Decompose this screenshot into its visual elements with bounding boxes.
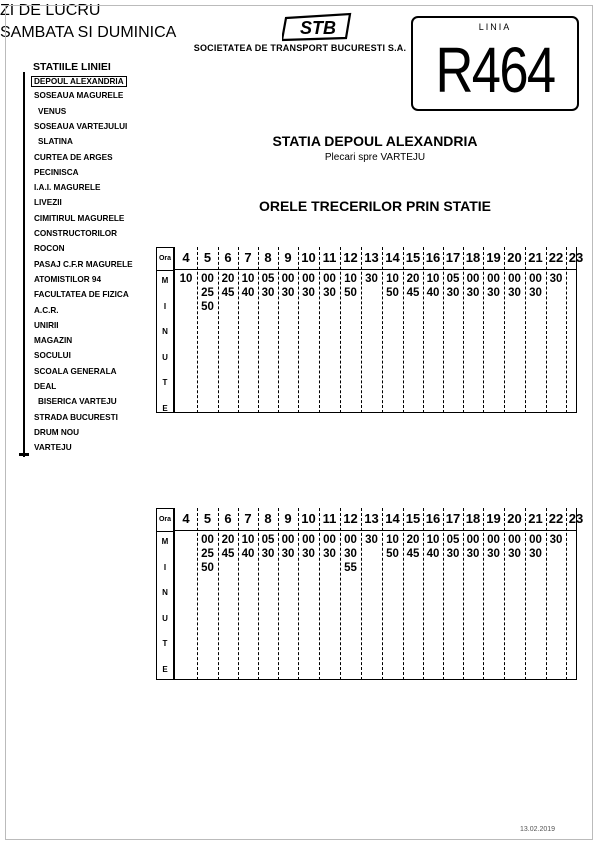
- route-line: [23, 72, 25, 457]
- minutes-11: [319, 533, 340, 561]
- hour-9: 9: [284, 250, 292, 265]
- minute-value: 10: [344, 273, 357, 285]
- minutes-5: [197, 533, 218, 575]
- minutes-10: [298, 272, 319, 300]
- hour-20: 20: [507, 511, 522, 526]
- column-divider: [566, 508, 567, 680]
- minute-value: 50: [344, 287, 357, 299]
- hour-5: 5: [203, 511, 212, 526]
- minutes-7: [238, 272, 258, 300]
- station-14: [34, 290, 129, 299]
- minutes-17: [443, 272, 463, 300]
- minute-value: 00: [487, 534, 500, 546]
- station-10: [34, 229, 117, 238]
- hour-4: 4: [182, 511, 190, 526]
- station-2: [38, 107, 66, 116]
- hour-row-divider: [175, 530, 576, 531]
- station-13: [34, 275, 101, 284]
- minutes-8: [258, 533, 278, 561]
- minutes-5: [197, 272, 218, 314]
- station-name: PECINISCA: [34, 167, 79, 177]
- station-18: [34, 351, 71, 360]
- minute-value: 30: [281, 548, 295, 560]
- hour-12: 12: [343, 511, 358, 526]
- hour-6: 6: [224, 250, 232, 265]
- minute-value: 00: [201, 273, 214, 285]
- minute-value: 00: [508, 534, 521, 546]
- ora-label: Ora: [157, 248, 173, 271]
- hour-13: 13: [364, 511, 379, 526]
- minutes-14: [382, 272, 403, 300]
- minute-value: 10: [241, 534, 255, 546]
- station-17: [34, 336, 72, 345]
- minutes-13: [361, 272, 382, 286]
- minute-value: 00: [201, 534, 214, 546]
- minutes-21: [525, 272, 546, 300]
- weekday-grid: [174, 247, 584, 413]
- minute-value: 00: [344, 534, 357, 546]
- stb-logo: [282, 12, 356, 42]
- station-name: SOSEAUA MAGURELE: [34, 91, 124, 101]
- station-name: FACULTATEA DE FIZICA: [34, 290, 129, 300]
- hour-5: 5: [203, 250, 212, 265]
- minute-value: 40: [241, 548, 255, 560]
- hour-17: 17: [445, 250, 461, 265]
- minute-value: 30: [323, 287, 336, 299]
- hour-11: 11: [322, 250, 337, 265]
- minute-value: 20: [406, 534, 420, 546]
- minute-value: 00: [466, 534, 480, 546]
- minute-value: 10: [386, 534, 399, 546]
- minute-value: 45: [406, 548, 420, 560]
- company-name: SOCIETATEA DE TRANSPORT BUCURESTI S.A.: [193, 43, 407, 53]
- column-divider: [566, 247, 567, 413]
- hour-12: 12: [343, 250, 358, 265]
- minute-letter: T: [162, 639, 168, 648]
- minute-value: 30: [261, 548, 275, 560]
- station-name: A.C.R.: [34, 305, 59, 315]
- minute-value: 20: [221, 534, 235, 546]
- minutes-22: [546, 533, 566, 547]
- station-22: [34, 413, 118, 422]
- line-box: [411, 16, 579, 111]
- station-name: DEAL: [34, 382, 57, 391]
- minutes-18: [463, 272, 483, 300]
- station-5: [34, 153, 113, 162]
- hour-13: 13: [364, 250, 379, 265]
- station-16: [34, 321, 59, 330]
- minute-value: 45: [221, 548, 235, 560]
- minute-value: 30: [487, 287, 500, 299]
- weekend-header: SAMBATA SI DUMINICA: [0, 24, 177, 41]
- minutes-11: [319, 272, 340, 300]
- minute-value: 05: [261, 534, 275, 546]
- minutes-9: [278, 272, 298, 300]
- minute-value: 00: [302, 273, 315, 285]
- minute-value: 50: [386, 287, 399, 299]
- minutes-4: [175, 272, 197, 286]
- minute-value: 20: [406, 273, 420, 285]
- minutes-12: [340, 533, 361, 575]
- hour-row-divider: [175, 269, 576, 270]
- minute-value: 40: [426, 287, 440, 299]
- hour-10: 10: [301, 511, 316, 526]
- hour-9: 9: [284, 511, 292, 526]
- minute-value: 30: [487, 548, 500, 560]
- minutes-15: [403, 533, 423, 561]
- minutes-18: [463, 533, 483, 561]
- hour-4: 4: [182, 250, 190, 265]
- line-label: LINIA: [478, 22, 512, 32]
- weekend-ora-column: [156, 508, 174, 680]
- hour-10: 10: [301, 250, 316, 265]
- station-name: SOSEAUA VARTEJULUI: [34, 121, 128, 131]
- minute-value: 30: [529, 548, 542, 560]
- minute-value: 50: [201, 301, 214, 313]
- minute-value: 55: [344, 562, 357, 574]
- minutes-19: [483, 272, 504, 300]
- minute-value: 00: [466, 273, 480, 285]
- minute-value: 00: [323, 534, 336, 546]
- minute-value: 30: [466, 287, 480, 299]
- minute-value: 00: [529, 534, 542, 546]
- minute-value: 00: [529, 273, 542, 285]
- station-1: [34, 91, 123, 100]
- minute-value: 00: [487, 273, 500, 285]
- hour-16: 16: [425, 250, 441, 265]
- station-name: SOCULUI: [34, 351, 71, 361]
- minute-value: 45: [406, 287, 420, 299]
- minutes-9: [278, 533, 298, 561]
- station-23: [34, 428, 79, 437]
- station-name: ROCON: [34, 244, 65, 254]
- hour-22: 22: [548, 250, 564, 265]
- minute-value: 40: [241, 287, 255, 299]
- hour-7: 7: [244, 511, 252, 526]
- minutes-15: [403, 272, 423, 300]
- minute-letter: U: [162, 352, 168, 362]
- minutes-7: [238, 533, 258, 561]
- hour-6: 6: [224, 511, 232, 526]
- station-name: BISERICA VARTEJU: [38, 397, 117, 407]
- minutes-12: [340, 272, 361, 300]
- minute-value: 20: [221, 273, 235, 285]
- hour-22: 22: [548, 511, 564, 526]
- minute-value: 30: [508, 287, 521, 299]
- minute-value: 25: [201, 548, 214, 560]
- weekend-grid: [174, 508, 584, 680]
- hour-14: 14: [385, 511, 400, 526]
- minutes-16: [423, 533, 443, 561]
- minute-letter: U: [162, 613, 168, 623]
- minute-value: 10: [241, 273, 255, 285]
- station-name: SCOALA GENERALA: [34, 366, 117, 376]
- svg-text:STB: STB: [300, 18, 336, 38]
- minute-value: 10: [426, 534, 440, 546]
- minute-value: 30: [261, 287, 275, 299]
- ora-label: Ora: [157, 509, 173, 532]
- minute-value: 00: [281, 273, 295, 285]
- station-20: [34, 382, 56, 391]
- minute-letter: T: [162, 378, 168, 387]
- station-21: [38, 397, 117, 406]
- minutes-20: [504, 272, 525, 300]
- hour-21: 21: [528, 250, 543, 265]
- minutes-16: [423, 272, 443, 300]
- minute-letter: M: [161, 537, 169, 546]
- minute-value: 10: [426, 273, 440, 285]
- station-7: [34, 183, 100, 192]
- minute-value: 50: [386, 548, 399, 560]
- minute-value: 30: [549, 534, 563, 546]
- minute-value: 30: [302, 548, 315, 560]
- minute-value: 30: [302, 287, 315, 299]
- minute-letter: M: [161, 276, 169, 285]
- hour-19: 19: [486, 511, 501, 526]
- minutes-8: [258, 272, 278, 300]
- minutes-19: [483, 533, 504, 561]
- minute-letter: E: [162, 403, 168, 413]
- station-15: [34, 306, 59, 315]
- hour-16: 16: [425, 511, 441, 526]
- station-name: UNIRII: [34, 320, 59, 330]
- station-8: [34, 198, 62, 207]
- hour-15: 15: [405, 511, 421, 526]
- minutes-6: [218, 272, 238, 300]
- station-name: CONSTRUCTORILOR: [34, 229, 118, 238]
- minute-value: 40: [426, 548, 440, 560]
- minute-value: 30: [466, 548, 480, 560]
- minute-value: 05: [446, 534, 460, 546]
- minute-value: 30: [365, 273, 378, 285]
- minute-value: 50: [201, 562, 214, 574]
- weekday-ora-column: [156, 247, 174, 413]
- hour-23: 23: [568, 250, 584, 265]
- station-name: CURTEA DE ARGES: [34, 152, 113, 162]
- minutes-22: [546, 272, 566, 286]
- station-4: [38, 137, 73, 146]
- station-name: DEPOUL ALEXANDRIA: [34, 77, 124, 86]
- minute-value: 30: [529, 287, 542, 299]
- stations-title: STATIILE LINIEI: [33, 61, 111, 73]
- station-name: MAGAZIN: [34, 336, 73, 346]
- hour-21: 21: [528, 511, 543, 526]
- hour-7: 7: [244, 250, 252, 265]
- minutes-10: [298, 533, 319, 561]
- minute-value: 00: [323, 273, 336, 285]
- hour-8: 8: [264, 511, 272, 526]
- minute-value: 00: [302, 534, 315, 546]
- minute-value: 05: [261, 273, 275, 285]
- hour-17: 17: [445, 511, 461, 526]
- minute-value: 25: [201, 287, 214, 299]
- minute-letter: E: [162, 664, 168, 674]
- station-9: [34, 214, 124, 223]
- station-name: PASAJ C.F.R MAGURELE: [34, 259, 133, 269]
- minute-letter: I: [163, 562, 167, 572]
- minute-value: 30: [344, 548, 357, 560]
- minute-value: 10: [179, 273, 193, 285]
- station-name: STRADA BUCURESTI: [34, 412, 118, 422]
- station-name: I.A.I. MAGURELE: [34, 183, 101, 193]
- minute-value: 10: [386, 273, 399, 285]
- direction: Plecari spre VARTEJU: [324, 152, 426, 163]
- station-3: [34, 122, 127, 131]
- minute-letter: N: [162, 327, 168, 336]
- minutes-21: [525, 533, 546, 561]
- minute-value: 30: [446, 548, 460, 560]
- minutes-6: [218, 533, 238, 561]
- minute-value: 00: [281, 534, 295, 546]
- minute-value: 05: [446, 273, 460, 285]
- hour-18: 18: [465, 250, 481, 265]
- station-24: [34, 443, 72, 452]
- print-date: 13.02.2019: [520, 826, 556, 833]
- minute-letter: I: [163, 301, 167, 311]
- station-0: [31, 76, 127, 87]
- hour-19: 19: [486, 250, 501, 265]
- hour-14: 14: [385, 250, 400, 265]
- station-name: VENUS: [38, 106, 67, 116]
- minute-value: 30: [446, 287, 460, 299]
- minute-value: 30: [281, 287, 295, 299]
- station-12: [34, 260, 133, 269]
- station-name: CIMITIRUL MAGURELE: [34, 213, 125, 223]
- minutes-13: [361, 533, 382, 547]
- hour-15: 15: [405, 250, 421, 265]
- weekday-header: ZI DE LUCRU: [0, 2, 101, 19]
- station-name: LIVEZII: [34, 198, 62, 208]
- minutes-14: [382, 533, 403, 561]
- station-11: [34, 244, 64, 253]
- station-19: [34, 367, 116, 376]
- minute-value: 30: [508, 548, 521, 560]
- minute-value: 00: [508, 273, 521, 285]
- minute-value: 30: [323, 548, 336, 560]
- stop-title: STATIA DEPOUL ALEXANDRIA: [272, 133, 478, 149]
- station-name: SLATINA: [38, 137, 73, 147]
- station-name: DRUM NOU: [34, 427, 80, 437]
- minute-value: 30: [549, 273, 563, 285]
- route-end: [19, 453, 29, 456]
- line-number: R464: [435, 34, 555, 106]
- hour-8: 8: [264, 250, 272, 265]
- station-name: VARTEJU: [34, 443, 72, 453]
- hour-18: 18: [465, 511, 481, 526]
- station-name: ATOMISTILOR 94: [34, 274, 102, 284]
- minute-value: 30: [365, 534, 378, 546]
- hour-23: 23: [568, 511, 584, 526]
- hour-20: 20: [507, 250, 522, 265]
- minute-value: 45: [221, 287, 235, 299]
- minute-letter: N: [162, 588, 168, 597]
- minutes-17: [443, 533, 463, 561]
- hour-11: 11: [322, 511, 337, 526]
- station-6: [34, 168, 79, 177]
- minutes-20: [504, 533, 525, 561]
- times-title: ORELE TRECERILOR PRIN STATIE: [258, 198, 492, 214]
